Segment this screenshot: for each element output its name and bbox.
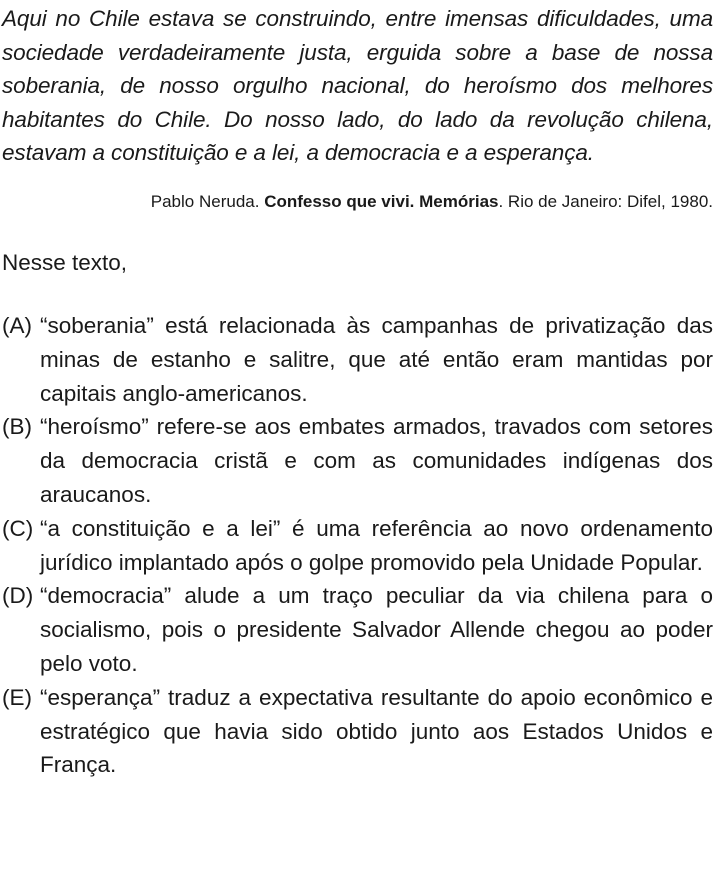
option-a[interactable] [2, 309, 713, 410]
option-letter: (A) [2, 312, 32, 338]
option-letter: (E) [2, 684, 32, 710]
option-text: “heroísmo” refere-se aos embates armados, travados com setores da democracia cristã e com as comunidades indígenas dos araucanos. [40, 414, 713, 507]
source-details: . Rio de Janeiro: Difel, 1980. [498, 191, 713, 211]
source-title: Confesso que vivi. Memórias [264, 191, 499, 211]
option-text: “soberania” está relacionada às campanhas de privatização das minas de estanho e salitre, que até então eram mantidas por capitais anglo-americanos. [40, 312, 713, 406]
option-letter: (D) [2, 583, 34, 609]
option-b[interactable] [2, 410, 713, 511]
quote-source [2, 190, 713, 214]
option-text: “a constituição e a lei” é uma referência ao novo ordenamento jurídico implantado após o golpe promovido pela Unidade Popular. [40, 515, 713, 575]
option-c[interactable] [2, 512, 713, 580]
option-text: “democracia” alude a um traço peculiar da via chilena para o socialismo, pois o presidente Salvador Allende chegou ao poder pelo voto. [40, 583, 713, 676]
option-d[interactable] [2, 579, 713, 680]
answer-options [2, 309, 713, 782]
source-author: Pablo Neruda. [150, 191, 260, 211]
option-letter: (B) [2, 414, 32, 440]
quote-text: Aqui no Chile estava se construindo, entre imensas dificuldades, uma sociedade verdadeiramente justa, erguida sobre a base de nossa soberania, de nosso orgulho nacional, do heroísmo dos melhores habitantes do Chile. Do nosso lado, do lado da revolução chilena, estavam a constituição e a lei, a democracia e a esperança. [2, 6, 713, 166]
option-text: “esperança” traduz a expectativa resultante do apoio econômico e estratégico que havia sido obtido junto aos Estados Unidos e França. [40, 684, 713, 778]
option-letter: (C) [2, 515, 34, 541]
question-prompt: Nesse texto, [2, 249, 128, 275]
option-e[interactable] [2, 681, 713, 782]
